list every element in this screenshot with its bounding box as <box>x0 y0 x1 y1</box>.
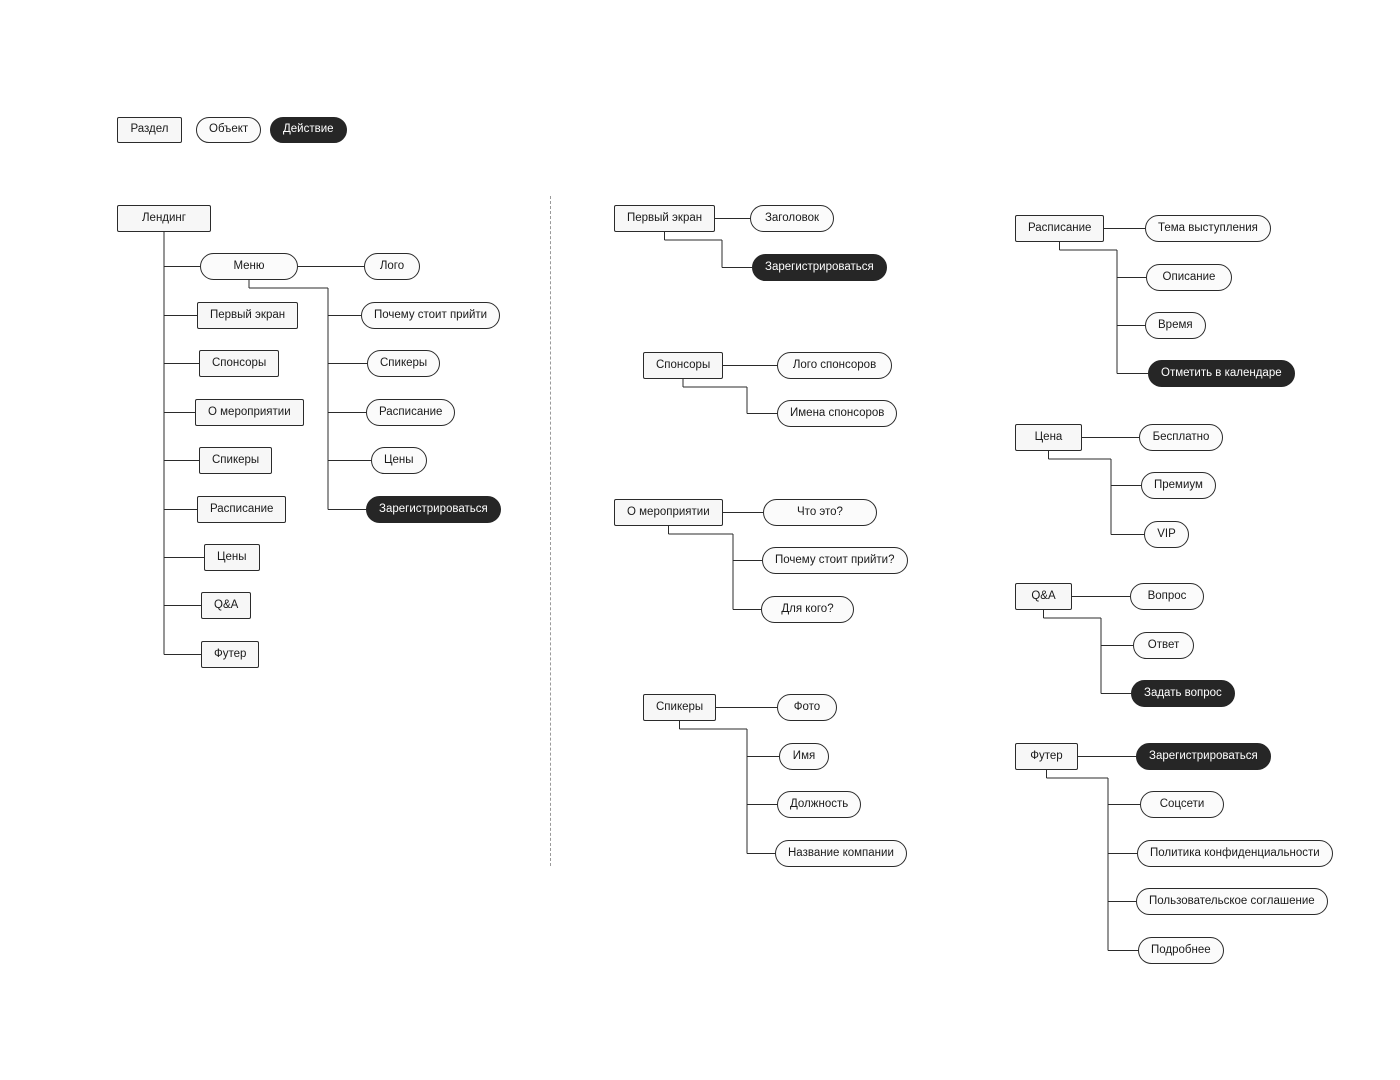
node-speakers-1[interactable] <box>199 447 272 474</box>
node-qa-1[interactable] <box>201 592 251 619</box>
node-time[interactable] <box>1145 312 1206 339</box>
node-label: Цены <box>217 550 247 563</box>
node-label: Спикеры <box>212 453 260 466</box>
node-free[interactable] <box>1139 424 1223 451</box>
node-label: Вопрос <box>1147 589 1187 602</box>
node-label: Цены <box>384 453 414 466</box>
node-label: Что это? <box>797 505 843 518</box>
node-talk-topic[interactable] <box>1145 215 1271 242</box>
node-mark-calendar[interactable] <box>1148 360 1295 387</box>
node-label: Для кого? <box>781 602 834 615</box>
node-label: Лого спонсоров <box>792 358 877 371</box>
node-menu[interactable] <box>200 253 298 280</box>
node-label: О мероприятии <box>208 405 291 418</box>
node-terms[interactable] <box>1136 888 1328 915</box>
node-why-come-q[interactable] <box>762 547 908 574</box>
node-label: Премиум <box>1154 478 1203 491</box>
node-label: О мероприятии <box>627 505 710 518</box>
node-label: Ответ <box>1147 638 1180 651</box>
node-ask-question[interactable] <box>1131 680 1235 707</box>
node-label: Зарегистрироваться <box>379 502 488 515</box>
legend-item-label: Раздел <box>130 123 169 136</box>
node-name[interactable] <box>779 743 829 770</box>
node-label: Фото <box>793 700 821 713</box>
node-sponsor-logos[interactable] <box>777 352 892 379</box>
node-register-3[interactable] <box>1136 743 1271 770</box>
legend-item-section <box>117 117 182 143</box>
node-label: Спикеры <box>380 356 428 369</box>
node-logo[interactable] <box>364 253 420 280</box>
node-sponsors-2[interactable] <box>643 352 723 379</box>
legend-item-label: Действие <box>283 123 334 136</box>
node-label: Цена <box>1034 430 1063 443</box>
node-label: Спонсоры <box>212 356 267 369</box>
node-premium[interactable] <box>1141 472 1216 499</box>
node-label: Расписание <box>210 502 274 515</box>
node-label: Название компании <box>788 846 894 859</box>
node-label: Имена спонсоров <box>790 406 885 419</box>
node-what-is-it[interactable] <box>763 499 877 526</box>
node-label: Пользовательское соглашение <box>1149 894 1315 907</box>
node-label: Тема выступления <box>1158 221 1258 234</box>
node-for-whom[interactable] <box>761 596 854 623</box>
node-privacy[interactable] <box>1137 840 1333 867</box>
node-schedule-2[interactable] <box>366 399 455 426</box>
node-photo[interactable] <box>777 694 837 721</box>
node-more[interactable] <box>1138 937 1224 964</box>
node-question[interactable] <box>1130 583 1204 610</box>
node-prices-2[interactable] <box>371 447 427 474</box>
node-label: Q&A <box>1031 589 1056 602</box>
node-label: Отметить в календаре <box>1161 366 1282 379</box>
node-about-2[interactable] <box>614 499 723 526</box>
dashed-divider <box>550 196 551 866</box>
node-price[interactable] <box>1015 424 1082 451</box>
node-headline[interactable] <box>750 205 834 232</box>
legend-item-object <box>196 117 261 143</box>
node-label: Задать вопрос <box>1144 686 1222 699</box>
node-sponsors-1[interactable] <box>199 350 279 377</box>
node-footer-2[interactable] <box>1015 743 1078 770</box>
node-label: Политика конфиденциальности <box>1150 846 1320 859</box>
node-label: Описание <box>1162 270 1216 283</box>
node-label: Спонсоры <box>656 358 711 371</box>
node-prices-1[interactable] <box>204 544 260 571</box>
node-label: Футер <box>214 647 247 660</box>
node-sponsor-names[interactable] <box>777 400 897 427</box>
node-label: Заголовок <box>764 211 820 224</box>
node-label: Лого <box>379 259 405 272</box>
node-label: Футер <box>1030 749 1063 762</box>
node-label: Бесплатно <box>1152 430 1210 443</box>
node-label: Зарегистрироваться <box>1149 749 1258 762</box>
node-label: Время <box>1158 318 1193 331</box>
node-vip[interactable] <box>1144 521 1189 548</box>
node-why-come[interactable] <box>361 302 500 329</box>
legend-item-action <box>270 117 347 143</box>
node-label: Зарегистрироваться <box>765 260 874 273</box>
node-label: Q&A <box>214 598 239 611</box>
node-position[interactable] <box>777 791 861 818</box>
node-landing[interactable] <box>117 205 211 232</box>
node-label: Почему стоит прийти <box>374 308 488 321</box>
node-label: Первый экран <box>627 211 703 224</box>
node-speakers-3[interactable] <box>643 694 716 721</box>
node-social[interactable] <box>1140 791 1224 818</box>
node-label: Меню <box>233 259 265 272</box>
node-label: Спикеры <box>656 700 704 713</box>
node-schedule-3[interactable] <box>1015 215 1104 242</box>
node-label: Почему стоит прийти? <box>775 553 895 566</box>
node-answer[interactable] <box>1133 632 1194 659</box>
node-qa-2[interactable] <box>1015 583 1072 610</box>
node-speakers-2[interactable] <box>367 350 440 377</box>
legend-item-label: Объект <box>209 123 249 136</box>
node-register-2[interactable] <box>752 254 887 281</box>
node-description[interactable] <box>1146 264 1232 291</box>
node-first-screen-1[interactable] <box>197 302 298 329</box>
node-about-1[interactable] <box>195 399 304 426</box>
node-label: Соцсети <box>1159 797 1205 810</box>
node-schedule-1[interactable] <box>197 496 286 523</box>
node-first-screen-2[interactable] <box>614 205 715 232</box>
node-label: Расписание <box>379 405 443 418</box>
node-label: Подробнее <box>1151 943 1211 956</box>
node-label: Имя <box>792 749 816 762</box>
node-company-name[interactable] <box>775 840 907 867</box>
node-label: VIP <box>1157 527 1176 540</box>
node-register-1[interactable] <box>366 496 501 523</box>
node-label: Лендинг <box>142 211 186 224</box>
node-label: Первый экран <box>210 308 286 321</box>
node-label: Должность <box>790 797 849 810</box>
node-label: Расписание <box>1028 221 1092 234</box>
node-footer-1[interactable] <box>201 641 259 668</box>
